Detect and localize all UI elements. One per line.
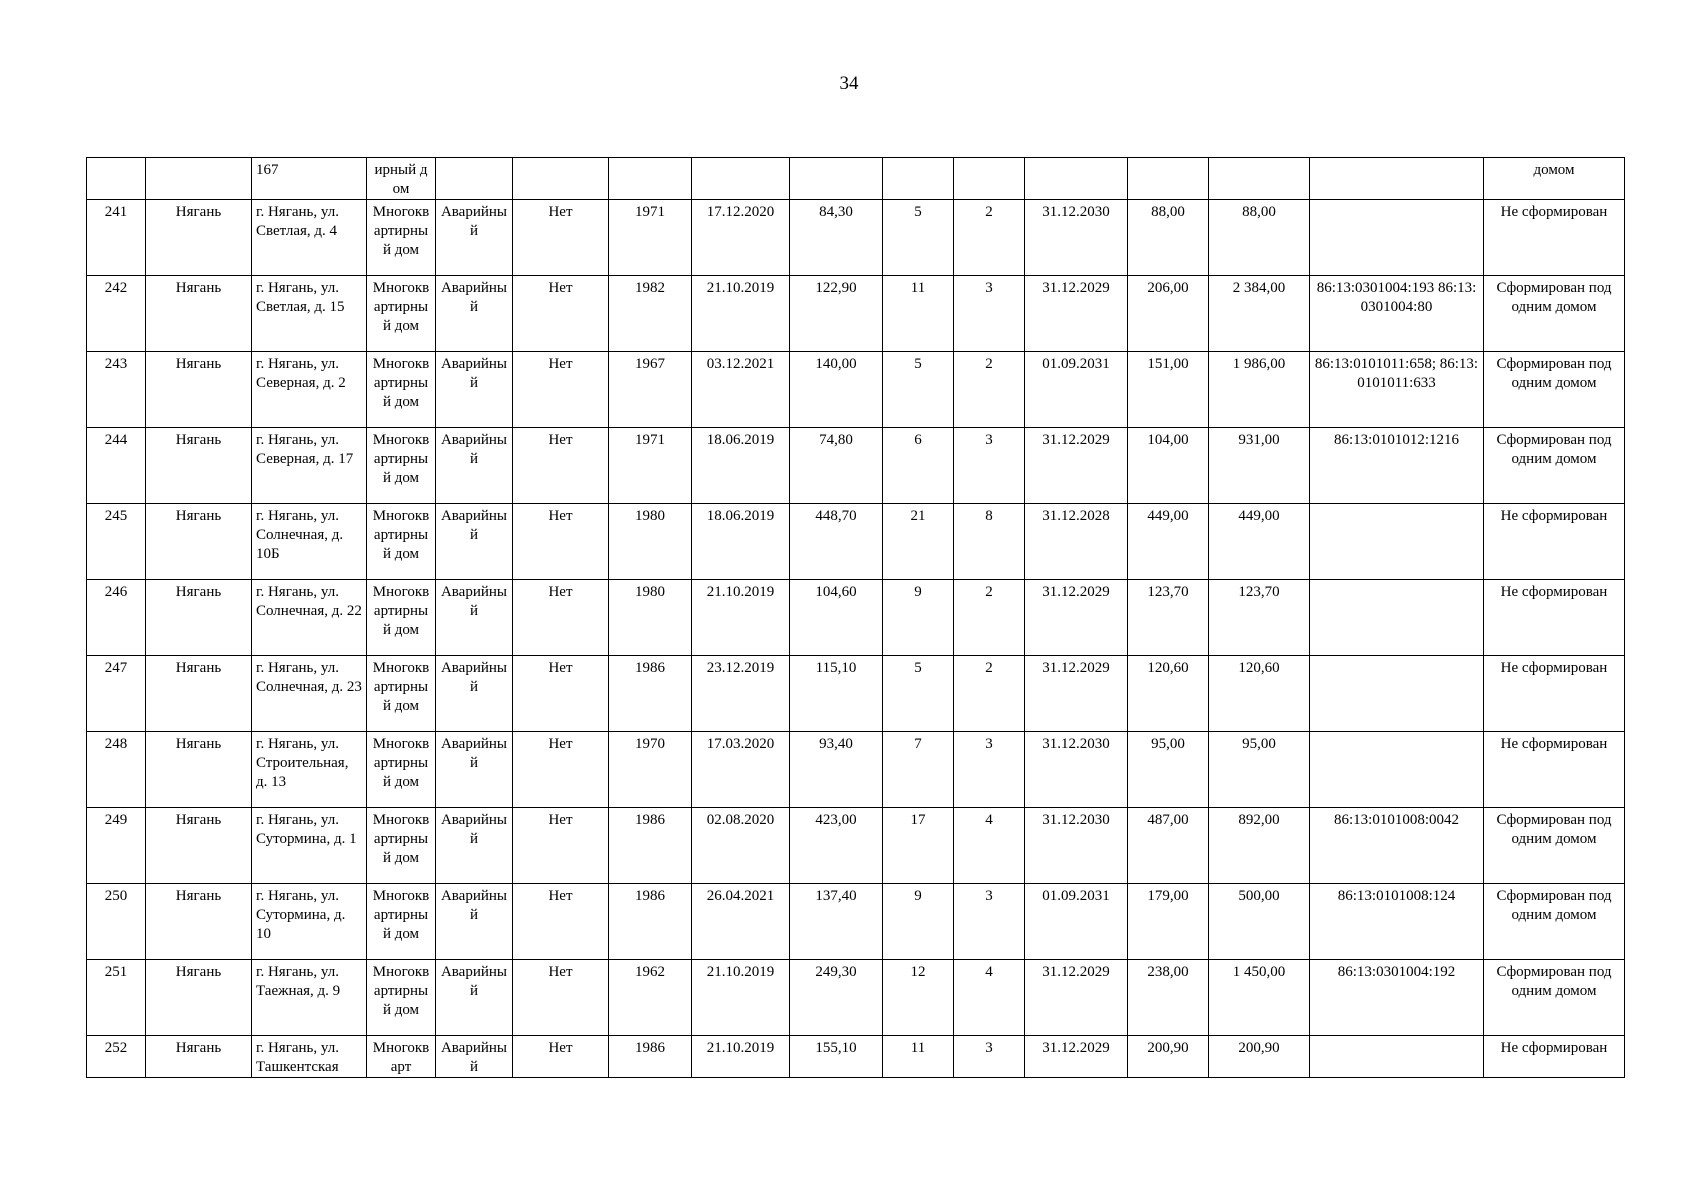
cell-deadline: 01.09.2031	[1025, 884, 1128, 960]
cell-recognition-date: 21.10.2019	[692, 1036, 790, 1078]
cell-row-number: 246	[87, 580, 146, 656]
cell-year-built: 1986	[609, 884, 692, 960]
cell-area: 137,40	[790, 884, 883, 960]
cell-residents: 7	[883, 732, 954, 808]
cell-flag: Нет	[513, 1036, 609, 1078]
cell-recognition-date	[692, 158, 790, 200]
cell-flag: Нет	[513, 504, 609, 580]
cell-building-type: Многоквартирный дом	[367, 960, 436, 1036]
cell-city: Нягань	[146, 656, 252, 732]
cell-row-number: 251	[87, 960, 146, 1036]
cell-city: Нягань	[146, 960, 252, 1036]
table-row	[87, 276, 1625, 352]
cell-residents: 11	[883, 1036, 954, 1078]
cell-area: 93,40	[790, 732, 883, 808]
cell-land-area: 200,90	[1209, 1036, 1310, 1078]
cell-condition: Аварийный	[436, 428, 513, 504]
cell-condition: Аварийный	[436, 732, 513, 808]
cell-area: 84,30	[790, 200, 883, 276]
cell-area-2: 487,00	[1128, 808, 1209, 884]
cell-condition: Аварийный	[436, 884, 513, 960]
cell-area-2: 123,70	[1128, 580, 1209, 656]
cell-area-2: 200,90	[1128, 1036, 1209, 1078]
cell-year-built: 1970	[609, 732, 692, 808]
cell-address: г. Нягань, ул. Светлая, д. 15	[252, 276, 367, 352]
table-body	[87, 158, 1625, 1078]
cell-cadastral-number	[1310, 732, 1484, 808]
cell-recognition-date: 02.08.2020	[692, 808, 790, 884]
cell-premises: 3	[954, 276, 1025, 352]
cell-city: Нягань	[146, 428, 252, 504]
cell-land-area: 1 986,00	[1209, 352, 1310, 428]
cell-land-status: Не сформирован	[1484, 732, 1625, 808]
cell-residents: 9	[883, 884, 954, 960]
cell-city: Нягань	[146, 808, 252, 884]
cell-building-type: Многоквартирный дом	[367, 504, 436, 580]
cell-deadline: 31.12.2029	[1025, 276, 1128, 352]
cell-deadline: 31.12.2030	[1025, 732, 1128, 808]
cell-area-2: 206,00	[1128, 276, 1209, 352]
table-row	[87, 1036, 1625, 1078]
cell-cadastral-number: 86:13:0101011:658; 86:13:0101011:633	[1310, 352, 1484, 428]
cell-flag	[513, 158, 609, 200]
table-row	[87, 504, 1625, 580]
cell-flag: Нет	[513, 732, 609, 808]
cell-land-status: домом	[1484, 158, 1625, 200]
cell-residents: 9	[883, 580, 954, 656]
cell-row-number: 241	[87, 200, 146, 276]
cell-city: Нягань	[146, 504, 252, 580]
cell-deadline: 31.12.2029	[1025, 656, 1128, 732]
cell-land-status: Не сформирован	[1484, 504, 1625, 580]
cell-cadastral-number	[1310, 504, 1484, 580]
cell-building-type: Многоквартирный дом	[367, 200, 436, 276]
cell-year-built: 1967	[609, 352, 692, 428]
cell-land-area: 88,00	[1209, 200, 1310, 276]
cell-area-2: 95,00	[1128, 732, 1209, 808]
cell-land-status: Не сформирован	[1484, 656, 1625, 732]
cell-year-built: 1982	[609, 276, 692, 352]
cell-land-area: 449,00	[1209, 504, 1310, 580]
cell-cadastral-number: 86:13:0101008:124	[1310, 884, 1484, 960]
cell-flag: Нет	[513, 428, 609, 504]
cell-deadline: 31.12.2029	[1025, 428, 1128, 504]
cell-flag: Нет	[513, 352, 609, 428]
cell-cadastral-number: 86:13:0101008:0042	[1310, 808, 1484, 884]
cell-building-type: Многоквартирный дом	[367, 580, 436, 656]
cell-residents: 12	[883, 960, 954, 1036]
cell-residents: 17	[883, 808, 954, 884]
cell-cadastral-number	[1310, 200, 1484, 276]
cell-year-built: 1980	[609, 580, 692, 656]
cell-land-status: Сформирован под одним домом	[1484, 960, 1625, 1036]
cell-condition	[436, 158, 513, 200]
cell-premises: 2	[954, 200, 1025, 276]
cell-recognition-date: 21.10.2019	[692, 960, 790, 1036]
page-number: 34	[839, 73, 859, 94]
cell-cadastral-number	[1310, 656, 1484, 732]
cell-row-number: 250	[87, 884, 146, 960]
cell-building-type: Многоквартирный дом	[367, 352, 436, 428]
cell-premises: 2	[954, 352, 1025, 428]
cell-area: 423,00	[790, 808, 883, 884]
cell-year-built	[609, 158, 692, 200]
cell-condition: Аварийный	[436, 580, 513, 656]
cell-deadline: 31.12.2030	[1025, 808, 1128, 884]
cell-land-area: 95,00	[1209, 732, 1310, 808]
cell-building-type: Многоквартирный дом	[367, 884, 436, 960]
cell-area: 140,00	[790, 352, 883, 428]
cell-row-number: 245	[87, 504, 146, 580]
cell-address: г. Нягань, ул. Ташкентская	[252, 1036, 367, 1078]
cell-address: г. Нягань, ул. Таежная, д. 9	[252, 960, 367, 1036]
cell-area	[790, 158, 883, 200]
cell-deadline: 01.09.2031	[1025, 352, 1128, 428]
cell-premises: 3	[954, 884, 1025, 960]
cell-flag: Нет	[513, 276, 609, 352]
cell-recognition-date: 17.12.2020	[692, 200, 790, 276]
cell-city: Нягань	[146, 200, 252, 276]
cell-row-number: 244	[87, 428, 146, 504]
cell-condition: Аварийный	[436, 200, 513, 276]
cell-year-built: 1986	[609, 656, 692, 732]
cell-deadline: 31.12.2029	[1025, 1036, 1128, 1078]
cell-year-built: 1971	[609, 200, 692, 276]
cell-city: Нягань	[146, 1036, 252, 1078]
housing-registry-table	[86, 157, 1625, 1078]
cell-deadline: 31.12.2029	[1025, 960, 1128, 1036]
cell-year-built: 1962	[609, 960, 692, 1036]
cell-area-2: 151,00	[1128, 352, 1209, 428]
cell-building-type: ирный дом	[367, 158, 436, 200]
cell-premises	[954, 158, 1025, 200]
cell-address: г. Нягань, ул. Северная, д. 17	[252, 428, 367, 504]
cell-recognition-date: 21.10.2019	[692, 276, 790, 352]
cell-area: 115,10	[790, 656, 883, 732]
cell-area-2: 120,60	[1128, 656, 1209, 732]
cell-premises: 3	[954, 428, 1025, 504]
cell-building-type: Многоквартирный дом	[367, 428, 436, 504]
cell-residents: 5	[883, 656, 954, 732]
cell-condition: Аварийный	[436, 808, 513, 884]
cell-city: Нягань	[146, 352, 252, 428]
cell-area-2: 88,00	[1128, 200, 1209, 276]
table-row	[87, 884, 1625, 960]
cell-land-area: 931,00	[1209, 428, 1310, 504]
cell-land-area: 1 450,00	[1209, 960, 1310, 1036]
cell-area: 74,80	[790, 428, 883, 504]
cell-city: Нягань	[146, 276, 252, 352]
cell-residents: 6	[883, 428, 954, 504]
cell-premises: 3	[954, 1036, 1025, 1078]
cell-land-area: 500,00	[1209, 884, 1310, 960]
cell-cadastral-number: 86:13:0301004:193 86:13:0301004:80	[1310, 276, 1484, 352]
cell-area-2: 104,00	[1128, 428, 1209, 504]
table-row	[87, 808, 1625, 884]
cell-residents: 5	[883, 200, 954, 276]
cell-land-status: Сформирован под одним домом	[1484, 352, 1625, 428]
cell-land-status: Не сформирован	[1484, 200, 1625, 276]
cell-land-area: 892,00	[1209, 808, 1310, 884]
cell-premises: 4	[954, 808, 1025, 884]
cell-row-number: 243	[87, 352, 146, 428]
cell-land-status: Сформирован под одним домом	[1484, 428, 1625, 504]
cell-land-area: 120,60	[1209, 656, 1310, 732]
cell-condition: Аварийный	[436, 352, 513, 428]
cell-area-2	[1128, 158, 1209, 200]
cell-area-2: 179,00	[1128, 884, 1209, 960]
cell-address: г. Нягань, ул. Солнечная, д. 10Б	[252, 504, 367, 580]
cell-cadastral-number	[1310, 158, 1484, 200]
cell-area: 249,30	[790, 960, 883, 1036]
cell-cadastral-number	[1310, 580, 1484, 656]
cell-premises: 3	[954, 732, 1025, 808]
cell-recognition-date: 18.06.2019	[692, 504, 790, 580]
cell-residents: 21	[883, 504, 954, 580]
cell-recognition-date: 17.03.2020	[692, 732, 790, 808]
cell-deadline	[1025, 158, 1128, 200]
cell-deadline: 31.12.2028	[1025, 504, 1128, 580]
cell-land-area: 123,70	[1209, 580, 1310, 656]
table-row-continuation	[87, 158, 1625, 200]
cell-building-type: Многоквартирный дом	[367, 732, 436, 808]
table-row	[87, 580, 1625, 656]
cell-premises: 2	[954, 580, 1025, 656]
cell-year-built: 1980	[609, 504, 692, 580]
cell-address: г. Нягань, ул. Сутормина, д. 10	[252, 884, 367, 960]
cell-row-number	[87, 158, 146, 200]
cell-residents: 11	[883, 276, 954, 352]
cell-cadastral-number: 86:13:0101012:1216	[1310, 428, 1484, 504]
cell-area-2: 238,00	[1128, 960, 1209, 1036]
cell-flag: Нет	[513, 960, 609, 1036]
cell-area: 448,70	[790, 504, 883, 580]
cell-address: г. Нягань, ул. Сутормина, д. 1	[252, 808, 367, 884]
cell-row-number: 249	[87, 808, 146, 884]
cell-recognition-date: 18.06.2019	[692, 428, 790, 504]
cell-condition: Аварийный	[436, 1036, 513, 1078]
cell-city: Нягань	[146, 884, 252, 960]
cell-city	[146, 158, 252, 200]
cell-flag: Нет	[513, 656, 609, 732]
table-row	[87, 656, 1625, 732]
cell-area-2: 449,00	[1128, 504, 1209, 580]
cell-building-type: Многоквартирный дом	[367, 656, 436, 732]
table-row	[87, 200, 1625, 276]
table-row	[87, 428, 1625, 504]
cell-condition: Аварийный	[436, 656, 513, 732]
table-row	[87, 960, 1625, 1036]
cell-deadline: 31.12.2029	[1025, 580, 1128, 656]
cell-condition: Аварийный	[436, 504, 513, 580]
cell-area: 104,60	[790, 580, 883, 656]
cell-city: Нягань	[146, 732, 252, 808]
cell-building-type: Многокварт	[367, 1036, 436, 1078]
cell-deadline: 31.12.2030	[1025, 200, 1128, 276]
cell-land-area	[1209, 158, 1310, 200]
cell-condition: Аварийный	[436, 276, 513, 352]
cell-land-status: Не сформирован	[1484, 580, 1625, 656]
cell-flag: Нет	[513, 580, 609, 656]
cell-city: Нягань	[146, 580, 252, 656]
cell-address: 167	[252, 158, 367, 200]
cell-premises: 8	[954, 504, 1025, 580]
table-row	[87, 732, 1625, 808]
cell-recognition-date: 03.12.2021	[692, 352, 790, 428]
cell-condition: Аварийный	[436, 960, 513, 1036]
cell-flag: Нет	[513, 884, 609, 960]
cell-flag: Нет	[513, 808, 609, 884]
cell-flag: Нет	[513, 200, 609, 276]
cell-residents: 5	[883, 352, 954, 428]
cell-address: г. Нягань, ул. Строительная, д. 13	[252, 732, 367, 808]
cell-building-type: Многоквартирный дом	[367, 808, 436, 884]
cell-row-number: 242	[87, 276, 146, 352]
cell-land-area: 2 384,00	[1209, 276, 1310, 352]
cell-land-status: Сформирован под одним домом	[1484, 808, 1625, 884]
cell-building-type: Многоквартирный дом	[367, 276, 436, 352]
cell-area: 122,90	[790, 276, 883, 352]
cell-land-status: Сформирован под одним домом	[1484, 276, 1625, 352]
cell-cadastral-number: 86:13:0301004:192	[1310, 960, 1484, 1036]
cell-address: г. Нягань, ул. Солнечная, д. 22	[252, 580, 367, 656]
cell-premises: 2	[954, 656, 1025, 732]
cell-recognition-date: 23.12.2019	[692, 656, 790, 732]
cell-year-built: 1986	[609, 808, 692, 884]
cell-year-built: 1986	[609, 1036, 692, 1078]
cell-land-status: Не сформирован	[1484, 1036, 1625, 1078]
cell-cadastral-number	[1310, 1036, 1484, 1078]
cell-recognition-date: 26.04.2021	[692, 884, 790, 960]
table-row	[87, 352, 1625, 428]
cell-year-built: 1971	[609, 428, 692, 504]
cell-row-number: 252	[87, 1036, 146, 1078]
cell-premises: 4	[954, 960, 1025, 1036]
cell-recognition-date: 21.10.2019	[692, 580, 790, 656]
cell-land-status: Сформирован под одним домом	[1484, 884, 1625, 960]
cell-address: г. Нягань, ул. Северная, д. 2	[252, 352, 367, 428]
cell-residents	[883, 158, 954, 200]
cell-row-number: 248	[87, 732, 146, 808]
cell-address: г. Нягань, ул. Солнечная, д. 23	[252, 656, 367, 732]
cell-area: 155,10	[790, 1036, 883, 1078]
cell-address: г. Нягань, ул. Светлая, д. 4	[252, 200, 367, 276]
cell-row-number: 247	[87, 656, 146, 732]
